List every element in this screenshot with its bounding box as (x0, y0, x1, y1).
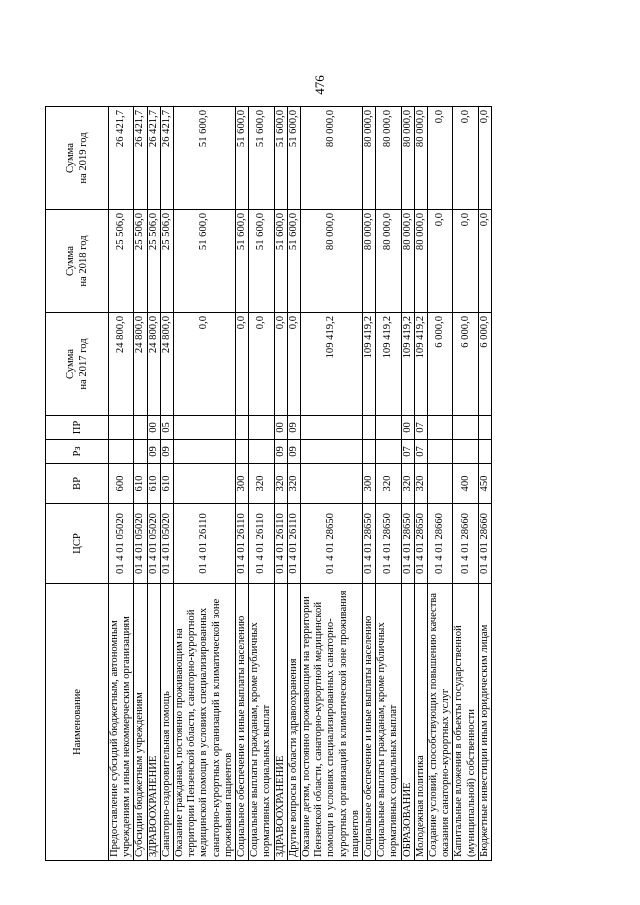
table-row (401, 107, 414, 861)
cell-sum-2017: 24 800,0 (134, 313, 147, 416)
cell-vr (174, 464, 236, 504)
cell-vr: 320 (274, 464, 287, 504)
cell-name: Социальные выплаты гражданам, кроме публичных нормативных социальных выплат (249, 584, 274, 861)
cell-name: Субсидии бюджетным учреждениям (134, 584, 147, 861)
cell-sum-2017: 109 419,2 (401, 313, 414, 416)
cell-rz: 09 (274, 440, 287, 464)
cell-csr: 01 4 01 26110 (249, 504, 274, 584)
cell-sum-2019: 80 000,0 (401, 107, 414, 210)
table-row (478, 107, 491, 861)
cell-rz: 09 (147, 440, 160, 464)
cell-csr: 01 4 01 28660 (453, 504, 478, 584)
cell-sum-2019: 0,0 (428, 107, 453, 210)
cell-pr: 00 (147, 416, 160, 440)
cell-sum-2019: 51 600,0 (236, 107, 249, 210)
cell-name: Предоставление субсидий бюджетным, автономным учреждениям и иным некоммерческим организациям (109, 584, 134, 861)
cell-pr (134, 416, 147, 440)
cell-vr (428, 464, 453, 504)
cell-csr: 01 4 01 28650 (414, 504, 427, 584)
cell-csr: 01 4 01 28660 (478, 504, 491, 584)
cell-vr: 320 (376, 464, 401, 504)
cell-sum-2017: 109 419,2 (376, 313, 401, 416)
cell-rz (174, 440, 236, 464)
table-row (453, 107, 478, 861)
cell-sum-2019: 80 000,0 (414, 107, 427, 210)
cell-sum-2019: 0,0 (453, 107, 478, 210)
cell-vr: 610 (147, 464, 160, 504)
cell-sum-2019: 80 000,0 (363, 107, 376, 210)
cell-pr: 07 (414, 416, 427, 440)
cell-vr: 320 (401, 464, 414, 504)
cell-sum-2018: 80 000,0 (401, 210, 414, 313)
cell-pr (453, 416, 478, 440)
cell-sum-2019: 26 421,7 (160, 107, 173, 210)
table-row (363, 107, 376, 861)
cell-sum-2017: 109 419,2 (363, 313, 376, 416)
cell-vr: 610 (134, 464, 147, 504)
cell-rz: 07 (401, 440, 414, 464)
cell-sum-2019: 26 421,7 (147, 107, 160, 210)
cell-sum-2017: 6 000,0 (428, 313, 453, 416)
table-row (301, 107, 363, 861)
cell-sum-2018: 25 506,0 (147, 210, 160, 313)
cell-rz: 07 (414, 440, 427, 464)
cell-csr: 01 4 01 28660 (428, 504, 453, 584)
cell-rz (428, 440, 453, 464)
cell-sum-2018: 51 600,0 (274, 210, 287, 313)
header-csr: ЦСР (46, 504, 109, 584)
cell-sum-2018: 25 506,0 (109, 210, 134, 313)
cell-pr (301, 416, 363, 440)
cell-csr: 01 4 01 26110 (236, 504, 249, 584)
cell-sum-2018: 51 600,0 (287, 210, 300, 313)
cell-name: Бюджетные инвестиции иным юридическим лицам (478, 584, 491, 861)
header-rz: Рз (46, 440, 109, 464)
cell-name: Социальные выплаты гражданам, кроме публичных нормативных социальных выплат (376, 584, 401, 861)
cell-rz (453, 440, 478, 464)
cell-sum-2019: 26 421,7 (109, 107, 134, 210)
cell-name: ЗДРАВООХРАНЕНИЕ (147, 584, 160, 861)
cell-pr (249, 416, 274, 440)
cell-pr (109, 416, 134, 440)
table-row (160, 107, 173, 861)
cell-sum-2017: 0,0 (274, 313, 287, 416)
cell-csr: 01 4 01 26110 (287, 504, 300, 584)
cell-rz: 09 (287, 440, 300, 464)
header-vr: ВР (46, 464, 109, 504)
cell-vr: 320 (414, 464, 427, 504)
table-header-row (46, 107, 109, 861)
cell-sum-2019: 0,0 (478, 107, 491, 210)
cell-name: Социальное обеспечение и иные выплаты населению (236, 584, 249, 861)
cell-sum-2017: 109 419,2 (301, 313, 363, 416)
cell-vr: 300 (363, 464, 376, 504)
cell-pr: 05 (160, 416, 173, 440)
cell-sum-2017: 0,0 (287, 313, 300, 416)
header-pr: ПР (46, 416, 109, 440)
cell-sum-2018: 0,0 (453, 210, 478, 313)
table-row (236, 107, 249, 861)
budget-table-rotated (45, 107, 595, 861)
cell-rz (376, 440, 401, 464)
cell-sum-2017: 6 000,0 (478, 313, 491, 416)
page-number: 476 (312, 75, 327, 95)
cell-rz (301, 440, 363, 464)
cell-pr (478, 416, 491, 440)
cell-name: Капитальные вложения в объекты государственной (муниципальной) собственности (453, 584, 478, 861)
cell-pr (236, 416, 249, 440)
cell-name: ОБРАЗОВАНИЕ (401, 584, 414, 861)
cell-pr: 09 (287, 416, 300, 440)
cell-sum-2018: 51 600,0 (249, 210, 274, 313)
cell-name: Молодежная политика (414, 584, 427, 861)
cell-vr: 300 (236, 464, 249, 504)
cell-name: Санаторно-оздоровительная помощь (160, 584, 173, 861)
header-name: Наименование (46, 584, 109, 861)
header-sum-2018: Сумма на 2018 год (46, 210, 109, 313)
cell-name: Создание условий, способствующих повышению качества оказания санаторно-курортных услуг (428, 584, 453, 861)
table-row (376, 107, 401, 861)
cell-sum-2018: 80 000,0 (363, 210, 376, 313)
header-sum-2019: Сумма на 2019 год (46, 107, 109, 210)
cell-sum-2017: 0,0 (174, 313, 236, 416)
cell-sum-2019: 80 000,0 (376, 107, 401, 210)
cell-csr: 01 4 01 26110 (274, 504, 287, 584)
cell-csr: 01 4 01 05020 (109, 504, 134, 584)
cell-rz: 09 (160, 440, 173, 464)
table-body (109, 107, 492, 861)
cell-pr (376, 416, 401, 440)
cell-sum-2017: 0,0 (236, 313, 249, 416)
cell-vr: 320 (287, 464, 300, 504)
cell-pr: 00 (401, 416, 414, 440)
cell-csr: 01 4 01 05020 (134, 504, 147, 584)
budget-table (45, 106, 492, 861)
cell-csr: 01 4 01 05020 (160, 504, 173, 584)
table-row (134, 107, 147, 861)
cell-pr (363, 416, 376, 440)
cell-csr: 01 4 01 28650 (376, 504, 401, 584)
cell-rz (109, 440, 134, 464)
cell-pr: 00 (274, 416, 287, 440)
cell-sum-2017: 109 419,2 (414, 313, 427, 416)
cell-vr: 610 (160, 464, 173, 504)
cell-sum-2018: 25 506,0 (160, 210, 173, 313)
cell-csr: 01 4 01 05020 (147, 504, 160, 584)
cell-sum-2018: 0,0 (478, 210, 491, 313)
cell-pr (174, 416, 236, 440)
cell-vr: 320 (249, 464, 274, 504)
cell-vr: 600 (109, 464, 134, 504)
cell-sum-2019: 51 600,0 (287, 107, 300, 210)
cell-sum-2018: 80 000,0 (376, 210, 401, 313)
cell-sum-2018: 0,0 (428, 210, 453, 313)
cell-csr: 01 4 01 26110 (174, 504, 236, 584)
cell-sum-2017: 0,0 (249, 313, 274, 416)
cell-vr: 450 (478, 464, 491, 504)
table-row (174, 107, 236, 861)
cell-csr: 01 4 01 28650 (401, 504, 414, 584)
cell-csr: 01 4 01 28650 (301, 504, 363, 584)
cell-sum-2018: 51 600,0 (236, 210, 249, 313)
cell-vr: 400 (453, 464, 478, 504)
cell-sum-2018: 80 000,0 (301, 210, 363, 313)
cell-sum-2018: 80 000,0 (414, 210, 427, 313)
cell-sum-2017: 6 000,0 (453, 313, 478, 416)
cell-name: Социальное обеспечение и иные выплаты населению (363, 584, 376, 861)
cell-sum-2017: 24 800,0 (109, 313, 134, 416)
table-row (147, 107, 160, 861)
table-row (414, 107, 427, 861)
cell-rz (236, 440, 249, 464)
cell-sum-2019: 51 600,0 (174, 107, 236, 210)
cell-name: Другие вопросы в области здравоохранения (287, 584, 300, 861)
cell-sum-2017: 24 800,0 (147, 313, 160, 416)
table-row (274, 107, 287, 861)
cell-vr (301, 464, 363, 504)
cell-rz (249, 440, 274, 464)
cell-sum-2017: 24 800,0 (160, 313, 173, 416)
cell-sum-2018: 51 600,0 (174, 210, 236, 313)
table-row (287, 107, 300, 861)
cell-sum-2019: 26 421,7 (134, 107, 147, 210)
cell-name: Оказание детям, постоянно проживающим на территории Пензенской области, санаторно-курортной медицинской помощи в условиях специализированных санаторно-курортных организаций в климатической зоне проживания пациентов (301, 584, 363, 861)
cell-rz (478, 440, 491, 464)
cell-sum-2018: 25 506,0 (134, 210, 147, 313)
table-row (428, 107, 453, 861)
cell-pr (428, 416, 453, 440)
cell-sum-2019: 51 600,0 (249, 107, 274, 210)
cell-name: Оказание гражданам, постоянно проживающим на территории Пензенской области, санаторно-курортной медицинской помощи в условиях специализированных санаторно-курортных организаций в климатической зоне проживания пациентов (174, 584, 236, 861)
cell-rz (363, 440, 376, 464)
cell-name: ЗДРАВООХРАНЕНИЕ (274, 584, 287, 861)
header-sum-2017: Сумма на 2017 год (46, 313, 109, 416)
cell-rz (134, 440, 147, 464)
table-row (109, 107, 134, 861)
cell-sum-2019: 51 600,0 (274, 107, 287, 210)
cell-sum-2019: 80 000,0 (301, 107, 363, 210)
cell-csr: 01 4 01 28650 (363, 504, 376, 584)
table-row (249, 107, 274, 861)
